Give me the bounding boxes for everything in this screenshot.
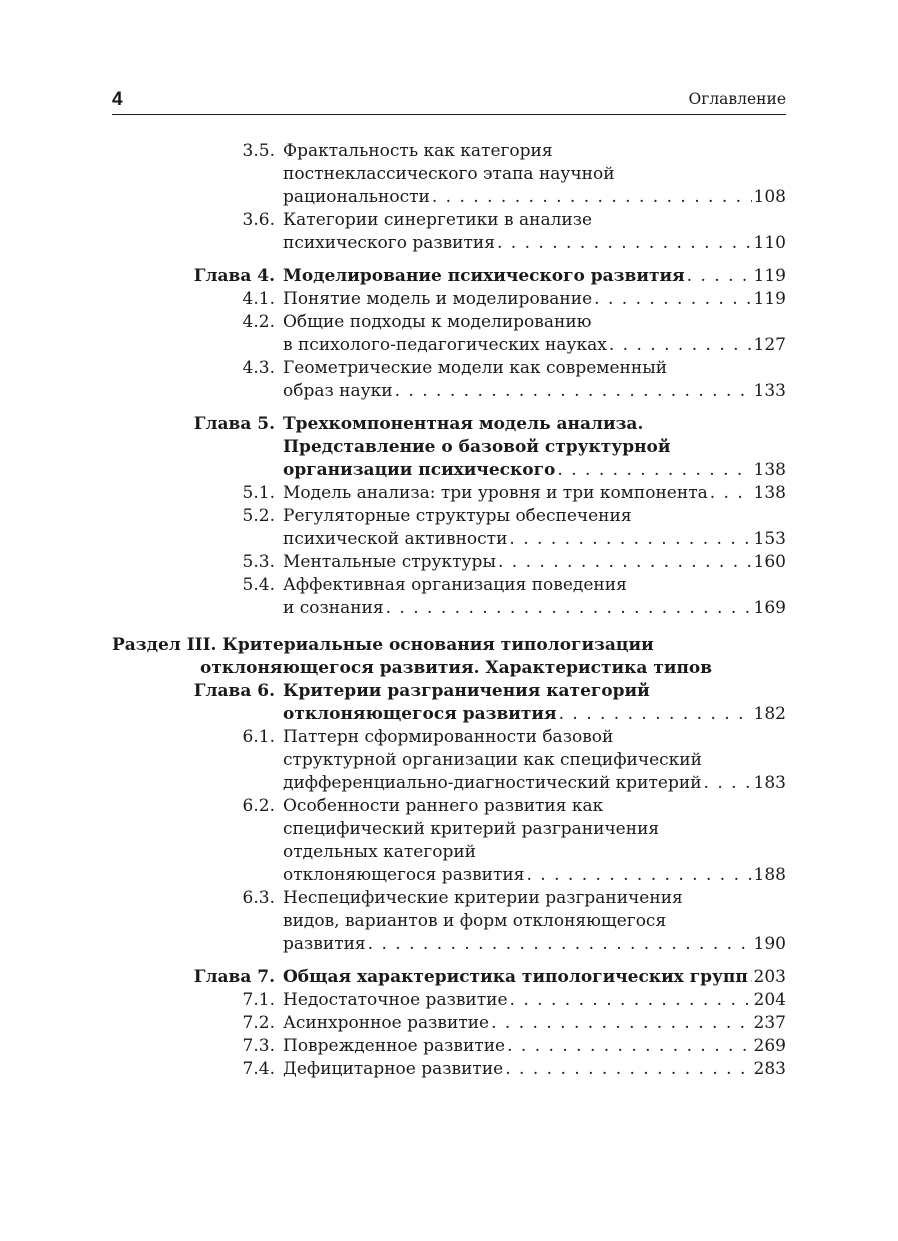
dot-leader: [432, 186, 752, 209]
entry-number: 5.4.: [242, 575, 275, 595]
entry-number: 7.1.: [242, 990, 275, 1010]
dot-leader: [710, 482, 752, 505]
dot-leader: [609, 334, 752, 357]
entry-number: 6.1.: [242, 727, 275, 747]
entry-title-line: структурной организации как специфический: [283, 750, 702, 770]
entry-number: 5.2.: [242, 506, 275, 526]
entry-title-line: в психолого-педагогических науках: [283, 335, 607, 355]
chapter-title-line: Критерии разграничения категорий: [283, 681, 650, 701]
entry-title-line: отдельных категорий: [283, 842, 476, 862]
entry-number: 5.1.: [242, 483, 275, 503]
dot-leader: [526, 864, 751, 887]
entry-number: 6.2.: [242, 796, 275, 816]
toc-section-3[interactable]: [112, 634, 786, 680]
dot-leader: [386, 597, 752, 620]
chapter-number: Глава 6.: [193, 681, 275, 701]
entry-page: 138: [753, 460, 786, 480]
entry-title-line: Ментальные структуры: [283, 552, 496, 572]
entry-page: 169: [753, 598, 786, 618]
entry-title-line: Категории синергетики в анализе: [283, 210, 593, 230]
entry-page: 138: [753, 483, 786, 503]
entry-number: 4.3.: [242, 358, 275, 378]
toc-entry-3-6[interactable]: [112, 209, 786, 255]
entry-number: 4.2.: [242, 312, 275, 332]
entry-title-line: Особенности раннего развития как: [283, 796, 604, 816]
entry-number: 3.6.: [242, 210, 275, 230]
entry-title-line: Паттерн сформированности базовой: [283, 727, 614, 747]
entry-page: 153: [753, 529, 786, 549]
entry-title-line: специфический критерий разграничения: [283, 819, 660, 839]
chapter-number: Глава 5.: [193, 414, 275, 434]
chapter-title: Моделирование психического развития: [283, 266, 685, 286]
entry-title-line: Аффективная организация поведения: [283, 575, 627, 595]
dot-leader: [491, 1012, 751, 1035]
dot-leader: [594, 288, 751, 311]
entry-number: 7.2.: [242, 1013, 275, 1033]
entry-title-line: Дефицитарное развитие: [283, 1059, 504, 1079]
toc-entry-5-4[interactable]: [112, 574, 786, 620]
entry-page: 133: [753, 381, 786, 401]
entry-page: 160: [753, 552, 786, 572]
entry-page: 182: [753, 704, 786, 724]
entry-page: 188: [753, 865, 786, 885]
entry-title-line: Геометрические модели как современный: [283, 358, 668, 378]
toc-entry-6-2[interactable]: [112, 795, 786, 887]
dot-leader: [509, 528, 751, 551]
toc-chapter-5[interactable]: [112, 413, 786, 482]
entry-page: 110: [753, 233, 786, 253]
toc-entry-4-3[interactable]: [112, 357, 786, 403]
dot-leader: [498, 551, 752, 574]
chapter-number: Глава 4.: [193, 266, 275, 286]
entry-page: 108: [753, 187, 786, 207]
entry-title-line: образ науки: [283, 381, 393, 401]
entry-title-line: постнеклассического этапа научной: [283, 164, 615, 184]
entry-title-line: дифференциально-диагностический критерий: [283, 773, 702, 793]
entry-page: 119: [753, 266, 786, 286]
entry-number: 7.4.: [242, 1059, 275, 1079]
page-number: 4: [112, 89, 123, 110]
entry-title-line: Поврежденное развитие: [283, 1036, 506, 1056]
entry-title-line: Модель анализа: три уровня и три компонента: [283, 483, 708, 503]
dot-leader: [368, 933, 752, 956]
dot-leader: [395, 380, 752, 403]
toc-entry-7-4[interactable]: [112, 1058, 786, 1081]
page-header: [112, 86, 786, 115]
entry-page: 203: [753, 967, 786, 987]
dot-leader: [497, 232, 752, 255]
toc-entry-5-2[interactable]: [112, 505, 786, 551]
entry-page: 237: [753, 1013, 786, 1033]
toc-chapter-7[interactable]: [112, 966, 786, 989]
table-of-contents: [112, 140, 786, 1081]
entry-number: 4.1.: [242, 289, 275, 309]
toc-entry-6-1[interactable]: [112, 726, 786, 795]
entry-title-line: Неспецифические критерии разграничения: [283, 888, 683, 908]
dot-leader: [559, 703, 752, 726]
dot-leader: [704, 772, 752, 795]
entry-number: 5.3.: [242, 552, 275, 572]
toc-entry-4-1[interactable]: [112, 288, 786, 311]
entry-title-line: Фрактальность как категория: [283, 141, 553, 161]
dot-leader: [510, 989, 752, 1012]
entry-page: 190: [753, 934, 786, 954]
running-title: Оглавление: [688, 90, 786, 108]
section-title-line: Раздел III. Критериальные основания типологизации: [112, 635, 654, 655]
dot-leader: [750, 966, 752, 989]
entry-title-line: и сознания: [283, 598, 384, 618]
entry-number: 3.5.: [242, 141, 275, 161]
dot-leader: [687, 265, 752, 288]
entry-page: 119: [753, 289, 786, 309]
entry-number: 7.3.: [242, 1036, 275, 1056]
chapter-title-line: Трехкомпонентная модель анализа.: [283, 414, 644, 434]
entry-number: 6.3.: [242, 888, 275, 908]
section-title-line: отклоняющегося развития. Характеристика типов: [200, 658, 713, 678]
chapter-number: Глава 7.: [193, 967, 275, 987]
toc-entry-7-2[interactable]: [112, 1012, 786, 1035]
entry-title-line: Недостаточное развитие: [283, 990, 508, 1010]
entry-title-line: видов, вариантов и форм отклоняющегося: [283, 911, 667, 931]
dot-leader: [505, 1058, 751, 1081]
chapter-title-line: Представление о базовой структурной: [283, 437, 671, 457]
entry-title-line: психического развития: [283, 233, 495, 253]
toc-entry-7-1[interactable]: [112, 989, 786, 1012]
toc-entry-4-2[interactable]: [112, 311, 786, 357]
entry-title-line: Регуляторные структуры обеспечения: [283, 506, 632, 526]
dot-leader: [507, 1035, 751, 1058]
toc-entry-6-3[interactable]: [112, 887, 786, 956]
chapter-title-line: отклоняющегося развития: [283, 704, 557, 724]
entry-title-line: рациональности: [283, 187, 430, 207]
chapter-title-line: организации психического: [283, 460, 556, 480]
entry-page: 204: [753, 990, 786, 1010]
dot-leader: [557, 459, 751, 482]
entry-page: 269: [753, 1036, 786, 1056]
chapter-title: Общая характеристика типологических групп: [283, 967, 748, 987]
toc-entry-5-3[interactable]: [112, 551, 786, 574]
toc-chapter-6[interactable]: [112, 680, 786, 726]
entry-page: 127: [753, 335, 786, 355]
entry-title-line: развития: [283, 934, 366, 954]
toc-entry-5-1[interactable]: [112, 482, 786, 505]
entry-title-line: Понятие модель и моделирование: [283, 289, 593, 309]
toc-entry-3-5[interactable]: [112, 140, 786, 209]
entry-page: 283: [753, 1059, 786, 1079]
entry-page: 183: [753, 773, 786, 793]
entry-title-line: психической активности: [283, 529, 508, 549]
toc-entry-7-3[interactable]: [112, 1035, 786, 1058]
entry-title-line: отклоняющегося развития: [283, 865, 525, 885]
entry-title-line: Асинхронное развитие: [283, 1013, 490, 1033]
toc-chapter-4[interactable]: [112, 265, 786, 288]
entry-title-line: Общие подходы к моделированию: [283, 312, 592, 332]
